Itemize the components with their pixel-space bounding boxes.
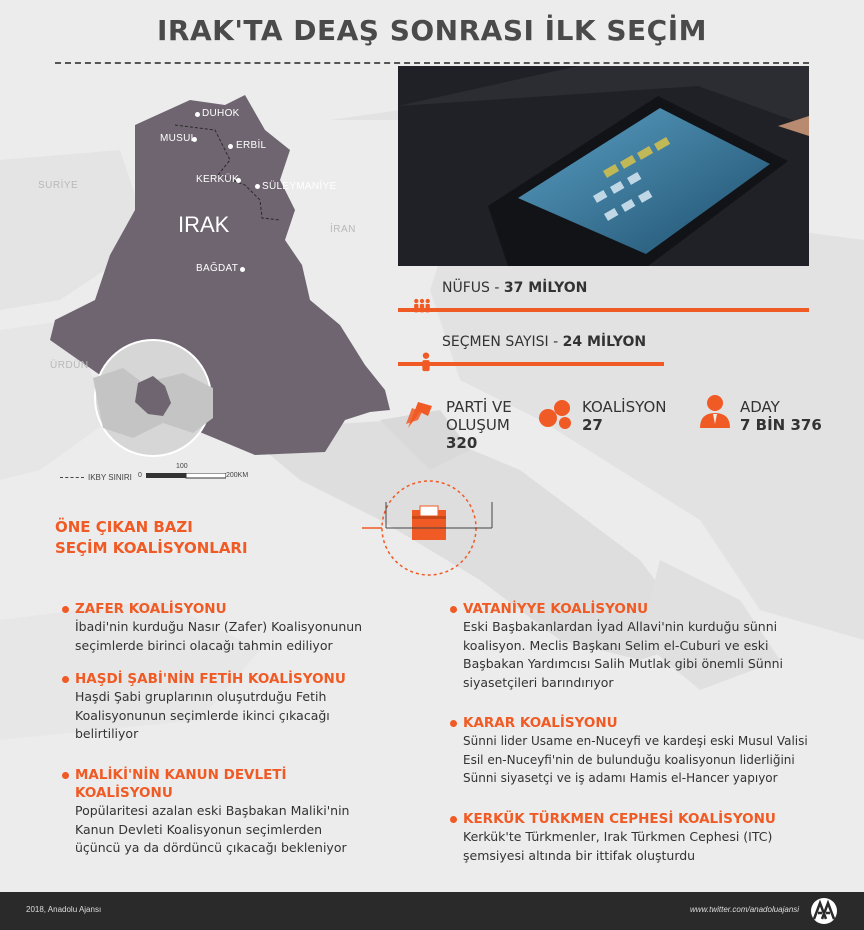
- voters-stat: [398, 334, 809, 374]
- scale-label-0: 0: [138, 472, 142, 479]
- footer-copyright: 2018, Anadolu Ajansı: [26, 905, 102, 914]
- coalition-desc-line: Sünni siyasetçi ve iş adamı Hamis el-Hancer yapıyor: [463, 771, 778, 785]
- coalitions-stat: [582, 398, 667, 434]
- map-scale: [138, 463, 288, 487]
- voting-machine-photo: [398, 66, 809, 266]
- city-dot-duhok: [195, 112, 200, 117]
- coalition-kanun-devleti: [62, 766, 392, 858]
- footer-twitter-link[interactable]: www.twitter.com/anadoluajansi: [690, 905, 800, 914]
- coalition-desc-line: Esil en-Nuceyfi'nin de bulunduğu koalisyonun liderliğini: [463, 752, 795, 767]
- coalitions-label: KOALİSYON: [582, 398, 667, 416]
- voters-value: 24 MİLYON: [562, 334, 647, 350]
- footer: [0, 892, 864, 930]
- voting-machine-illustration: [398, 66, 809, 266]
- coalition-desc-line: Eski Başbakanlardan İyad Allavi'nin kurduğu sünni: [463, 619, 778, 634]
- people-group-icon: [412, 296, 432, 316]
- candidate-icon: [698, 394, 732, 430]
- coalition-desc-line: Sünni lider Usame en-Nuceyfi ve kardeşi eski Musul Valisi: [463, 734, 808, 748]
- coalition-name-line-2: [62, 784, 392, 802]
- coalition-desc-line: İbadi'nin kurduğu Nasır (Zafer) Koalisyonunun: [75, 619, 363, 634]
- coalition-desc-line: Kerkük'te Türkmenler, Irak Türkmen Cephesi (ITC): [463, 829, 773, 844]
- city-label-bagdat: BAĞDAT: [196, 263, 239, 274]
- parties-value: 320: [446, 434, 478, 452]
- coalition-desc-line: şemsiyesi altında bir ittifak oluşturdu: [463, 847, 696, 863]
- parties-stat: [446, 398, 512, 452]
- coalition-desc-line: seçimlerde birinci olacağı tahmin ediliyor: [75, 637, 333, 653]
- ballot-bracket: [384, 500, 494, 530]
- coalition-desc-line: Haşdi Şabi gruplarının oluşutrduğu Fetih: [75, 689, 327, 704]
- population-label-text: NÜFUS -: [442, 280, 504, 296]
- bubbles-icon: [538, 398, 574, 430]
- neighbor-label-syria: SURİYE: [38, 180, 79, 191]
- coalition-name-line-2-text: KOALİSYONU: [75, 785, 173, 801]
- population-bar: [398, 308, 809, 312]
- coalition-kerkuk-turkmen: [450, 810, 830, 865]
- anadolu-logo-icon: [808, 897, 840, 925]
- map-legend: [60, 473, 132, 482]
- section-title-line-1: ÖNE ÇIKAN BAZI: [55, 518, 193, 536]
- coalition-fetih: [62, 670, 392, 744]
- coalition-name: MALİKİ'NİN KANUN DEVLETİ: [62, 766, 392, 784]
- coalition-desc-line: Kanun Devleti Koalisyonun seçimlerden: [75, 821, 323, 837]
- scale-label-100: 100: [176, 463, 188, 470]
- coalition-name: KARAR KOALİSYONU: [450, 714, 850, 732]
- coalition-name: HAŞDİ ŞABİ'NİN FETİH KOALİSYONU: [62, 670, 392, 688]
- coalition-desc-line: siyasetçileri barındırıyor: [463, 674, 614, 690]
- city-label-kerkuk: KERKÜK: [196, 174, 239, 185]
- city-label-erbil: ERBİL: [236, 140, 267, 151]
- city-label-musul: MUSUL: [160, 133, 197, 144]
- city-label-suleymaniye: SÜLEYMANİYE: [262, 181, 337, 192]
- coalition-karar: [450, 714, 850, 788]
- city-dot-suleymaniye: [255, 184, 260, 189]
- coalition-name: KERKÜK TÜRKMEN CEPHESİ KOALİSYONU: [450, 810, 830, 828]
- population-label: [442, 280, 587, 296]
- parties-label-2: OLUŞUM: [446, 416, 510, 434]
- title-divider: [55, 62, 809, 64]
- candidates-stat: [740, 398, 822, 434]
- voters-label-text: SEÇMEN SAYISI -: [442, 334, 563, 350]
- population-stat: [398, 278, 809, 318]
- coalition-vataniyye: [450, 600, 830, 692]
- city-dot-bagdat: [240, 267, 245, 272]
- locator-globe: [93, 338, 213, 458]
- coalition-desc-line: koalisyon. Meclis Başkanı Selim el-Cuburi ve eski: [463, 637, 769, 653]
- coalitions-value: 27: [582, 416, 603, 434]
- parties-label-1: PARTİ VE: [446, 398, 512, 416]
- coalition-name: ZAFER KOALİSYONU: [62, 600, 392, 618]
- coalitions-section-title: [55, 517, 248, 559]
- voters-label: [442, 334, 646, 350]
- coalition-zafer: [62, 600, 392, 655]
- legend-dashed-line: [60, 477, 84, 478]
- voters-bar: [398, 362, 664, 366]
- coalition-desc-line: belirtiliyor: [75, 726, 139, 741]
- scale-bar: [146, 473, 226, 479]
- coalition-desc-line: Koalisyonunun seçimlerde ikinci çıkacağı: [75, 707, 330, 723]
- population-value: 37 MİLYON: [503, 280, 588, 296]
- scale-label-200: 200KM: [226, 472, 249, 479]
- legend-label: IKBY SINIRI: [88, 473, 132, 482]
- neighbor-label-jordan: ÜRDÜN: [50, 360, 89, 371]
- candidates-label: ADAY: [740, 398, 780, 416]
- section-title-line-2: SEÇİM KOALİSYONLARI: [55, 539, 248, 557]
- neighbor-label-iran: İRAN: [330, 224, 356, 235]
- page-title: IRAK'TA DEAŞ SONRASI İLK SEÇİM: [156, 14, 707, 47]
- flags-icon: [404, 398, 438, 430]
- city-dot-erbil: [228, 144, 233, 149]
- city-label-duhok: DUHOK: [202, 108, 240, 119]
- coalition-desc-line: üçüncü ya da dördüncü çıkacağı bekleniyor: [75, 840, 347, 855]
- coalition-desc-line: Başbakan Yardımcısı Salih Mutlak gibi önemli Sünni: [463, 656, 784, 671]
- country-label-iraq: IRAK: [178, 212, 230, 237]
- coalition-name: VATANİYYE KOALİSYONU: [450, 600, 830, 618]
- coalition-desc-line: Popülaritesi azalan eski Başbakan Maliki'nin: [75, 803, 350, 818]
- candidates-value: 7 BİN 376: [740, 416, 822, 434]
